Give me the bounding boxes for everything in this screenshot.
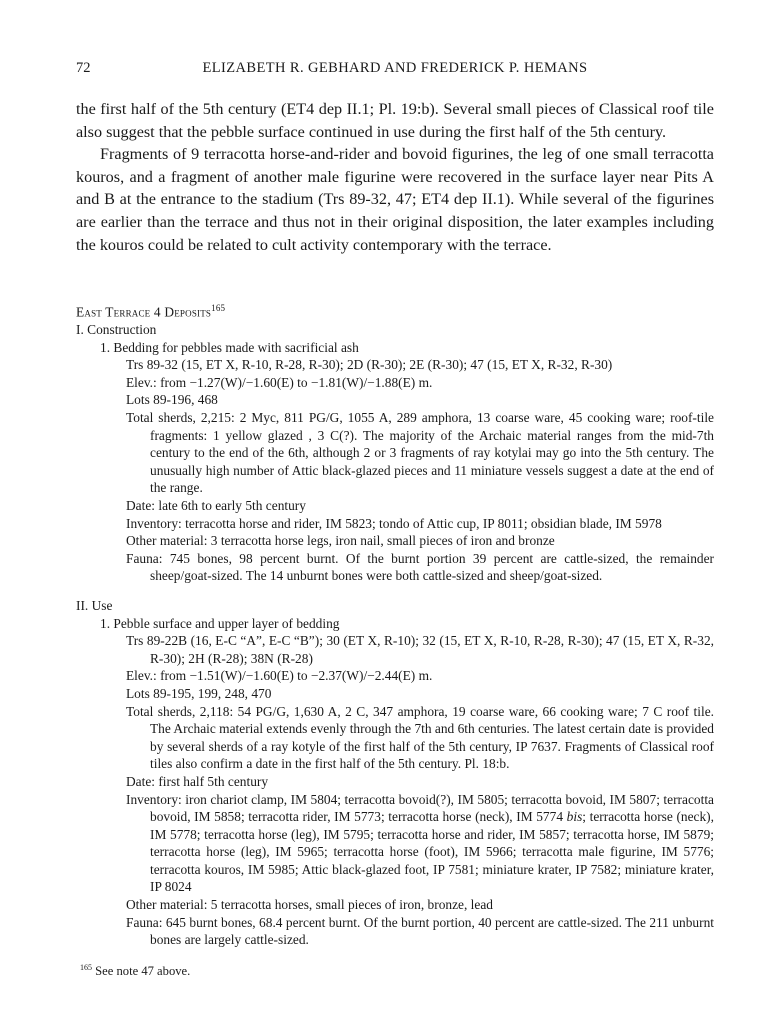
running-header <box>76 60 714 80</box>
other-material-entry: Other material: 3 terracotta horse legs, iron nail, small pieces of iron and bronze <box>126 533 555 549</box>
elevation-entry: Elev.: from −1.51(W)/−1.60(E) to −2.37(W)/−2.44(E) m. <box>126 668 433 684</box>
elevation-entry: Elev.: from −1.27(W)/−1.60(E) to −1.81(W)/−1.88(E) m. <box>126 374 433 390</box>
section-heading: II. Use <box>76 597 113 613</box>
paragraph-figurines: Fragments of 9 terracotta horse-and-rider and bovoid figurines, the leg of one small terracotta kouros, and a fragment of another male figurine were recovered in the surface layer near Pits A and B at the entrance to the stadium (Trs 89-32, 47; ET4 dep II.1). While several of the figurines are earlier than the terrace and thus not in their original disposition, the later examples including the kouros could be related to cult activity contemporary with the terrace. <box>76 145 714 254</box>
date-entry: Date: late 6th to early 5th century <box>126 498 306 513</box>
footnote <box>80 960 680 979</box>
deposit-list <box>76 300 714 949</box>
deposit-list-title <box>76 300 714 321</box>
date-entry: Date: first half 5th century <box>126 773 269 789</box>
inventory-italic: bis <box>566 809 583 825</box>
lots-entry: Lots 89-195, 199, 248, 470 <box>126 685 272 701</box>
trenches-entry: Trs 89-22B (16, E-C “A”, E-C “B”); 30 (ET X, R-10); 32 (15, ET X, R-10, R-28, R-30); 47 (15, ET X, R-32, R-30); 2H (R-28); 38N (R-28) <box>126 633 714 666</box>
sherds-entry: Total sherds, 2,215: 2 Myc, 811 PG/G, 1055 A, 289 amphora, 13 coarse ware, 45 cooking ware; roof-tile fragments: 1 yellow glazed , 3 C(?). The majority of the Archaic material ranges from the mid-7th century to the end of the 6th, although 2 or 3 fragments of ray kotylai may go into the 5th century. The unusually high number of Attic black-glazed pieces and 11 miniature vessels suggest a date at the end of the range. <box>126 410 714 496</box>
inventory-text-cont: ; terracotta horse (neck), IM 5778; terracotta horse (leg), IM 5795; terracotta horse and rider, IM 5857; terracotta horse, IM 5879; terracotta horse (leg), IM 5965; terracotta horse (foot), IM 5966; terracotta male figurine, IM 5776; terracotta kouros, IM 5985; Attic black-glazed foot, IP 7581; miniature krater, IP 7582; miniature krater, IP 8024 <box>150 809 714 895</box>
deposit-item-heading: 1. Pebble surface and upper layer of bedding <box>100 615 340 631</box>
deposit-item-heading: 1. Bedding for pebbles made with sacrificial ash <box>100 339 359 355</box>
fauna-entry: Fauna: 745 bones, 98 percent burnt. Of the burnt portion 39 percent are cattle-sized, the remainder sheep/goat-sized. The 14 unburnt bones were both cattle-sized and sheep/goat-sized. <box>126 550 714 584</box>
trenches-entry: Trs 89-32 (15, ET X, R-10, R-28, R-30); 2D (R-30); 2E (R-30); 47 (15, ET X, R-32, R-30) <box>126 357 613 373</box>
inventory-entry: Inventory: terracotta horse and rider, IM 5823; tondo of Attic cup, IP 8011; obsidian blade, IM 5978 <box>126 515 662 531</box>
lots-entry: Lots 89-196, 468 <box>126 392 218 408</box>
footnote-text: See note 47 above. <box>95 964 191 979</box>
footnote-number: 165 <box>80 963 92 972</box>
fauna-entry: Fauna: 645 burnt bones, 68.4 percent burnt. Of the burnt portion, 40 percent are cattle-sized. The 211 unburnt bones are largely cattle-sized. <box>126 914 714 948</box>
page-number: 72 <box>76 60 91 76</box>
footnote-ref: 165 <box>211 303 226 313</box>
running-head: ELIZABETH R. GEBHARD AND FREDERICK P. HEMANS <box>202 60 588 76</box>
deposit-title-text: East Terrace 4 Deposits <box>76 304 212 320</box>
section-use <box>76 597 714 949</box>
other-material-entry: Other material: 5 terracotta horses, small pieces of iron, bronze, lead <box>126 897 493 913</box>
sherds-entry: Total sherds, 2,118: 54 PG/G, 1,630 A, 2 C, 347 amphora, 19 coarse ware, 66 cooking ware; 7 C roof tile. The Archaic material extends evenly through the 7th and 6th centuries. The latest certain date is provided by several sherds of a ray kotyle of the first half of the 5th century, IP 7637. Fragments of Classical roof tiles also confirm a date in the first half of the 5th century. Pl. 18:b. <box>126 703 714 772</box>
section-heading: I. Construction <box>76 322 157 338</box>
body-text <box>76 98 714 256</box>
paragraph-continued: the first half of the 5th century (ET4 dep II.1; Pl. 19:b). Several small pieces of Classical roof tile also suggest that the pebble surface continued in use during the first half of the 5th century. <box>76 100 714 141</box>
inventory-text: Inventory: iron chariot clamp, IM 5804; terracotta bovoid(?), IM 5805; terracotta bovoid, IM 5807; terracotta bovoid, IM 5858; terracotta rider, IM 5773; terracotta horse (neck), IM 5774 <box>126 791 714 825</box>
inventory-entry <box>76 791 714 897</box>
section-construction <box>76 321 714 585</box>
